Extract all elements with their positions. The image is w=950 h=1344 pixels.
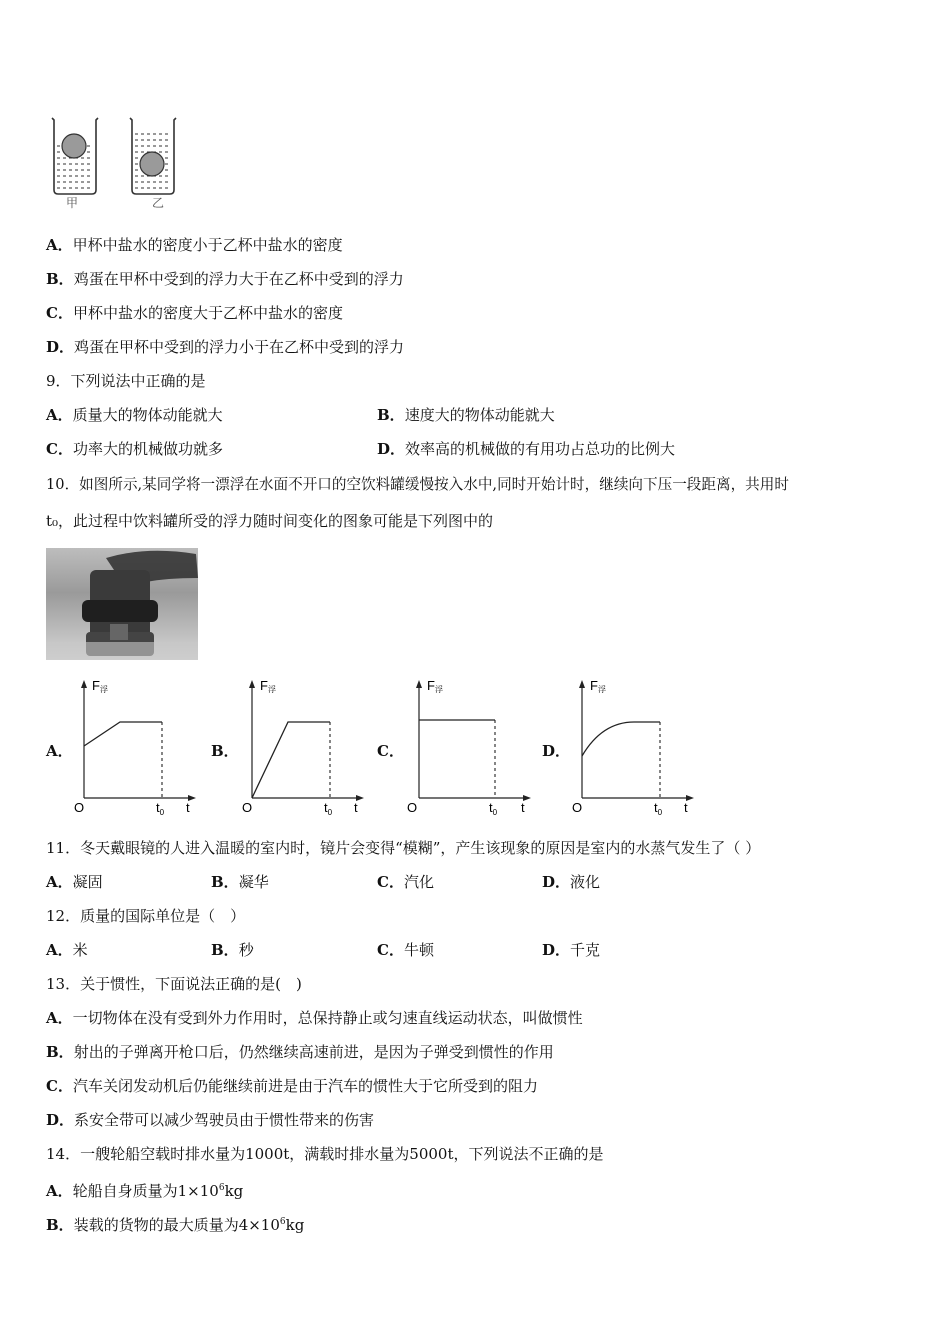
t0-label: $t_0$ (324, 800, 333, 816)
y-axis-label: F浮 (427, 678, 443, 694)
q9-option-a[interactable] (46, 405, 223, 425)
option-letter: C． (46, 304, 73, 322)
t0-label: $t_0$ (489, 800, 498, 816)
option-letter: A． (46, 406, 73, 424)
option-text: 轮船自身质量为1×10 (72, 1182, 219, 1200)
option-text: 汽车关闭发动机后仍能继续前进是由于汽车的惯性大于它所受到的阻力 (72, 1077, 538, 1095)
q13-option-b[interactable] (46, 1042, 554, 1062)
q12-option-b[interactable] (211, 940, 254, 960)
q14-option-a[interactable] (46, 1178, 243, 1201)
option-letter: C． (377, 941, 404, 959)
q8-option-c[interactable] (46, 303, 343, 323)
egg-jia (62, 134, 86, 158)
q9-option-d[interactable] (377, 439, 675, 459)
option-text: 装载的货物的最大质量为4×10 (73, 1216, 280, 1234)
q13-option-c[interactable] (46, 1076, 538, 1096)
t-axis-label: t (521, 800, 525, 815)
q10-graph-d[interactable] (568, 676, 698, 816)
t-axis-label: t (354, 800, 358, 815)
option-text: 甲杯中盐水的密度小于乙杯中盐水的密度 (72, 236, 343, 254)
option-letter: B． (46, 1216, 74, 1234)
t-axis-label: t (684, 800, 688, 815)
option-letter: B． (377, 406, 405, 424)
option-letter: B． (211, 873, 239, 891)
q11-stem: 11．冬天戴眼镜的人进入温暖的室内时，镜片会变得“模糊”，产生该现象的原因是室内的水蒸气发生了（ ） (46, 839, 761, 857)
option-letter: B． (46, 270, 74, 288)
q9-option-b[interactable] (377, 405, 555, 425)
origin-label: O (74, 800, 85, 815)
beaker-yi (130, 118, 176, 194)
y-axis-label: F浮 (590, 678, 606, 694)
q10-graph-b-letter: B． (211, 742, 239, 760)
q10-graph-c-letter: C． (377, 742, 404, 760)
option-text: 鸡蛋在甲杯中受到的浮力大于在乙杯中受到的浮力 (73, 270, 404, 288)
q10-stem-line1: 10．如图所示,某同学将一漂浮在水面不开口的空饮料罐缓慢按入水中,同时开始计时，继续向下压一段距离，共用时 (46, 476, 789, 493)
option-letter: D． (46, 338, 75, 356)
option-letter: C． (46, 1077, 73, 1095)
option-letter: C． (377, 873, 404, 891)
option-text: 甲杯中盐水的密度大于乙杯中盐水的密度 (72, 304, 343, 322)
option-letter: D． (542, 941, 571, 959)
origin-label: O (407, 800, 418, 815)
q11-option-a[interactable] (46, 872, 103, 892)
option-text: 效率高的机械做的有用功占总功的比例大 (405, 440, 676, 458)
option-text: 鸡蛋在甲杯中受到的浮力小于在乙杯中受到的浮力 (74, 338, 405, 356)
q12-option-a[interactable] (46, 940, 88, 960)
beaker-label-jia: 甲 (66, 196, 79, 210)
option-letter: B． (46, 1043, 74, 1061)
beaker-jia (52, 118, 98, 194)
option-letter: A． (46, 236, 73, 254)
option-text: 一切物体在没有受到外力作用时，总保持静止或匀速直线运动状态，叫做惯性 (72, 1009, 583, 1027)
exponent: 6 (279, 1217, 286, 1227)
t0-label: $t_0$ (156, 800, 165, 816)
unit: kg (285, 1216, 305, 1234)
q11-option-d[interactable] (542, 872, 600, 892)
q13-option-d[interactable] (46, 1110, 374, 1130)
egg-yi (140, 152, 164, 176)
q9-option-c[interactable] (46, 439, 223, 459)
q10-stem-line2: t₀，此过程中饮料罐所受的浮力随时间变化的图象可能是下列图中的 (46, 512, 494, 530)
buoyancy-curve (84, 722, 162, 746)
option-letter: C． (46, 440, 73, 458)
q14-option-b[interactable] (46, 1212, 304, 1235)
exponent: 6 (218, 1183, 225, 1193)
drink-can-photo (46, 548, 198, 660)
t-axis-label: t (186, 800, 190, 815)
option-text: 液化 (570, 873, 601, 891)
option-text: 系安全带可以减少驾驶员由于惯性带来的伤害 (74, 1111, 375, 1129)
q12-option-d[interactable] (542, 940, 600, 960)
q10-graph-b[interactable] (236, 676, 366, 816)
option-text: 凝华 (238, 873, 269, 891)
q10-graph-d-letter: D． (542, 742, 571, 760)
origin-label: O (242, 800, 253, 815)
option-letter: A． (46, 1009, 73, 1027)
q10-graph-a[interactable] (68, 676, 198, 816)
y-axis-label: F浮 (260, 678, 276, 694)
option-letter: A． (46, 941, 73, 959)
option-text: 凝固 (72, 873, 103, 891)
q12-option-c[interactable] (377, 940, 434, 960)
option-text: 射出的子弹离开枪口后，仍然继续高速前进，是因为子弹受到惯性的作用 (73, 1043, 554, 1061)
q10-graph-a-letter: A． (46, 742, 73, 760)
q8-option-b[interactable] (46, 269, 404, 289)
q13-option-a[interactable] (46, 1008, 583, 1028)
option-text: 速度大的物体动能就大 (404, 406, 555, 424)
buoyancy-curve (582, 722, 660, 756)
q11-option-b[interactable] (211, 872, 269, 892)
option-letter: A． (46, 873, 73, 891)
option-text: 千克 (570, 941, 601, 959)
q9-stem: 9．下列说法中正确的是 (46, 372, 206, 390)
option-letter: D． (377, 440, 406, 458)
q8-option-d[interactable] (46, 337, 404, 357)
option-letter: A． (46, 1182, 73, 1200)
t0-label: $t_0$ (654, 800, 663, 816)
beaker-label-yi: 乙 (152, 196, 165, 210)
q12-stem: 12．质量的国际单位是（ ） (46, 907, 246, 925)
unit: kg (224, 1182, 244, 1200)
y-axis-label: F浮 (92, 678, 108, 694)
q14-stem: 14．一艘轮船空载时排水量为1000t，满载时排水量为5000t，下列说法不正确的是 (46, 1145, 604, 1163)
option-letter: B． (211, 941, 239, 959)
q13-stem: 13．关于惯性，下面说法正确的是( ) (46, 975, 302, 993)
option-text: 质量大的物体动能就大 (72, 406, 223, 424)
q10-graph-c[interactable] (403, 676, 533, 816)
origin-label: O (572, 800, 583, 815)
option-text: 米 (72, 941, 88, 959)
option-text: 牛顿 (403, 941, 434, 959)
q11-option-c[interactable] (377, 872, 434, 892)
option-text: 汽化 (403, 873, 434, 891)
option-letter: D． (542, 873, 571, 891)
q8-option-a[interactable] (46, 235, 343, 255)
option-letter: D． (46, 1111, 75, 1129)
option-text: 功率大的机械做功就多 (72, 440, 223, 458)
buoyancy-curve (252, 722, 330, 798)
option-text: 秒 (238, 941, 254, 959)
